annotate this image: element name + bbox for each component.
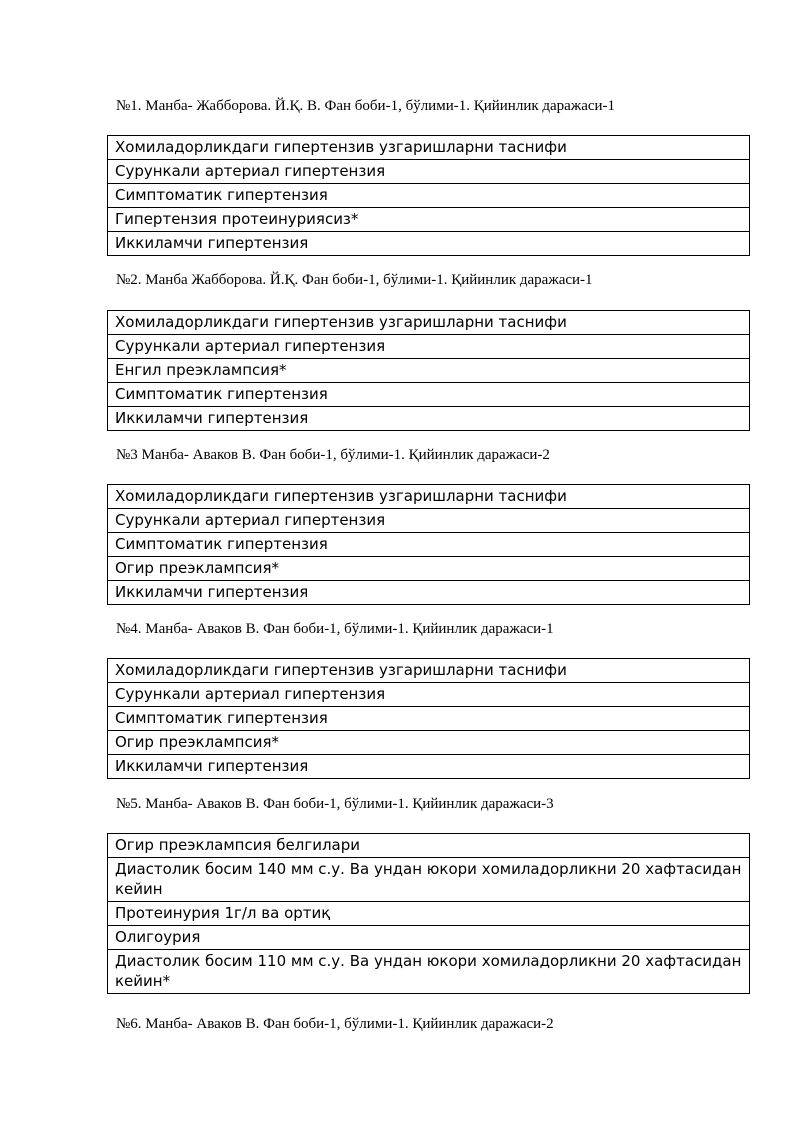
option-cell: Огир преэклампсия* xyxy=(108,557,750,581)
table-row xyxy=(108,581,750,605)
option-cell: Сурункали артериал гипертензия xyxy=(108,683,750,707)
question-4-header: №4. Манба- Аваков В. Фан боби-1, бўлими-1. Қийинлик даражаси-1 xyxy=(116,621,554,637)
question-1-table xyxy=(107,135,750,256)
table-row xyxy=(108,232,750,256)
option-cell: Симптоматик гипертензия xyxy=(108,383,750,407)
question-1-header: №1. Манба- Жабборова. Й.Қ. В. Фан боби-1, бўлими-1. Қийинлик даражаси-1 xyxy=(116,98,616,114)
table-row xyxy=(108,926,750,950)
table-row xyxy=(108,659,750,683)
table-row xyxy=(108,359,750,383)
question-5-header: №5. Манба- Аваков В. Фан боби-1, бўлими-1. Қийинлик даражаси-3 xyxy=(116,796,554,812)
table-row xyxy=(108,335,750,359)
table-row xyxy=(108,208,750,232)
option-cell: Сурункали артериал гипертензия xyxy=(108,509,750,533)
option-cell: Хомиладорликдаги гипертензив узгаришларни таснифи xyxy=(108,659,750,683)
table-row xyxy=(108,160,750,184)
option-cell: Хомиладорликдаги гипертензив узгаришларни таснифи xyxy=(108,311,750,335)
table-row xyxy=(108,731,750,755)
option-cell: Иккиламчи гипертензия xyxy=(108,581,750,605)
question-5-table xyxy=(107,833,750,994)
option-cell: Огир преэклампсия* xyxy=(108,731,750,755)
question-2-table xyxy=(107,310,750,431)
table-row xyxy=(108,485,750,509)
option-cell: Огир преэклампсия белгилари xyxy=(108,834,750,858)
option-cell: Протеинурия 1г/л ва ортиқ xyxy=(108,902,750,926)
option-cell: Сурункали артериал гипертензия xyxy=(108,335,750,359)
option-cell: Иккиламчи гипертензия xyxy=(108,232,750,256)
table-row xyxy=(108,533,750,557)
table-row xyxy=(108,407,750,431)
option-cell: Хомиладорликдаги гипертензив узгаришларни таснифи xyxy=(108,136,750,160)
table-row xyxy=(108,755,750,779)
option-cell: Диастолик босим 110 мм с.у. Ва ундан юкори хомиладорликни 20 хафтасидан кейин* xyxy=(108,950,750,994)
option-cell: Сурункали артериал гипертензия xyxy=(108,160,750,184)
table-row xyxy=(108,707,750,731)
table-row xyxy=(108,509,750,533)
question-2-header: №2. Манба Жабборова. Й.Қ. Фан боби-1, бўлими-1. Қийинлик даражаси-1 xyxy=(116,272,593,288)
question-6-header: №6. Манба- Аваков В. Фан боби-1, бўлими-1. Қийинлик даражаси-2 xyxy=(116,1016,554,1032)
option-cell: Хомиладорликдаги гипертензив узгаришларни таснифи xyxy=(108,485,750,509)
table-row xyxy=(108,557,750,581)
question-3-header: №3 Манба- Аваков В. Фан боби-1, бўлими-1. Қийинлик даражаси-2 xyxy=(116,447,550,463)
table-row xyxy=(108,184,750,208)
option-cell: Симптоматик гипертензия xyxy=(108,533,750,557)
table-row xyxy=(108,950,750,994)
option-cell: Симптоматик гипертензия xyxy=(108,707,750,731)
option-cell: Гипертензия протеинуриясиз* xyxy=(108,208,750,232)
table-row xyxy=(108,383,750,407)
table-row xyxy=(108,834,750,858)
table-row xyxy=(108,858,750,902)
table-row xyxy=(108,683,750,707)
question-3-table xyxy=(107,484,750,605)
option-cell: Енгил преэклампсия* xyxy=(108,359,750,383)
table-row xyxy=(108,311,750,335)
option-cell: Олигоурия xyxy=(108,926,750,950)
option-cell: Иккиламчи гипертензия xyxy=(108,755,750,779)
table-row xyxy=(108,136,750,160)
table-row xyxy=(108,902,750,926)
option-cell: Симптоматик гипертензия xyxy=(108,184,750,208)
option-cell: Иккиламчи гипертензия xyxy=(108,407,750,431)
option-cell: Диастолик босим 140 мм с.у. Ва ундан юкори хомиладорликни 20 хафтасидан кейин xyxy=(108,858,750,902)
question-4-table xyxy=(107,658,750,779)
